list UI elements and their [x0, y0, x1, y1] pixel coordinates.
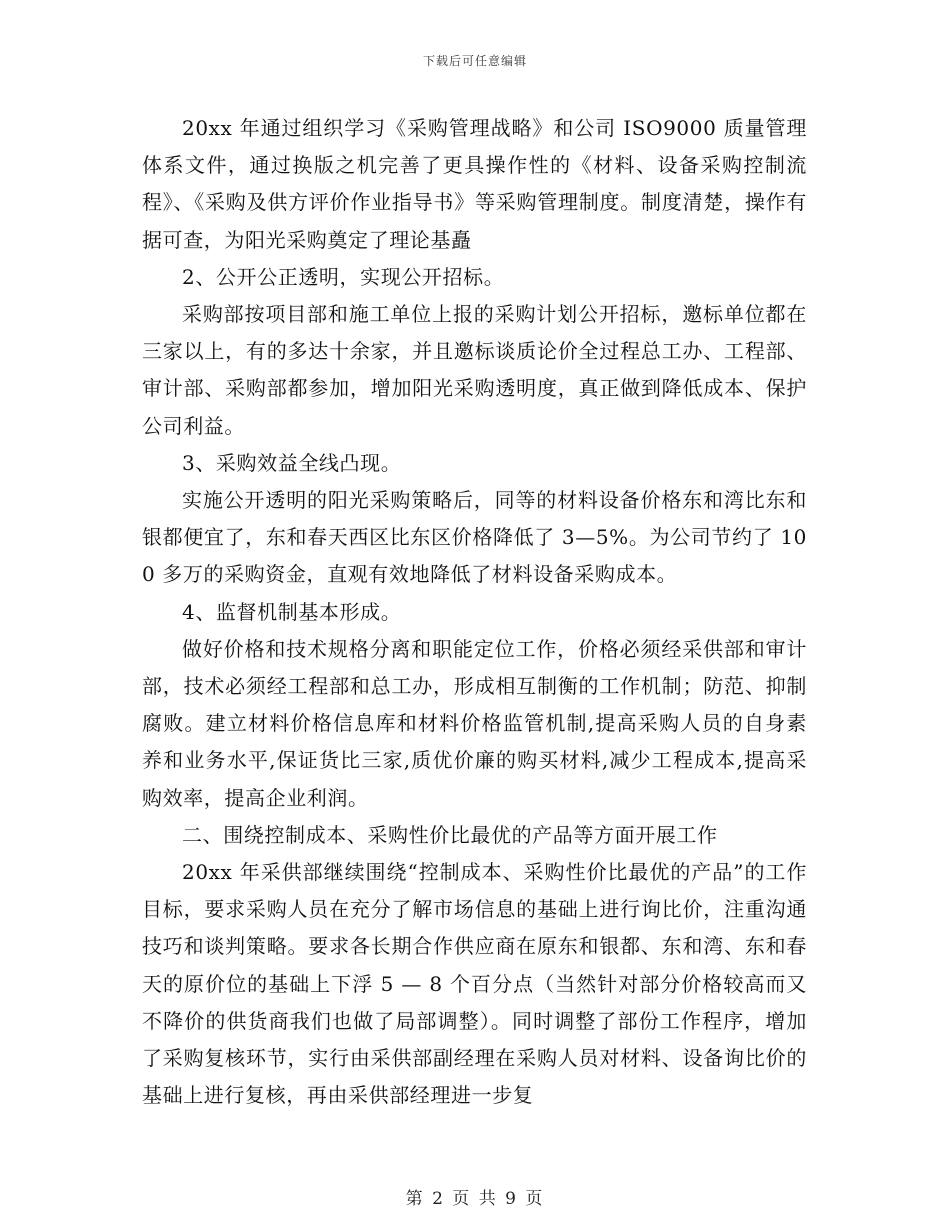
- section-heading-3: 3、采购效益全线凸现。: [182, 450, 402, 475]
- paragraph-1: 20xx 年通过组织学习《采购管理战略》和公司 ISO9000 质量管理体系文件，通过换版之机完善了更具操作性的《材料、设备采购控制流程》、《采购及供方评价作业指导书》等采购管理制度。制度清楚，操作有据可查，为阳光采购奠定了理论基矗: [142, 116, 807, 252]
- section-heading-2: 2、公开公正透明，实现公开招标。: [182, 264, 505, 289]
- paragraph-2: 采购部按项目部和施工单位上报的采购计划公开招标，邀标单位都在三家以上，有的多达十余家，并且邀标谈质论价全过程总工办、工程部、审计部、采购部都参加，增加阳光采购透明度，真正做到降低成本、保护公司利益。: [142, 302, 807, 438]
- section-heading-4: 4、监督机制基本形成。: [182, 599, 402, 624]
- document-body: [142, 110, 807, 1114]
- page-header: 下载后可任意编辑: [422, 54, 527, 68]
- page-footer: 第 2 页 共 9 页: [405, 1189, 545, 1209]
- paragraph-4: 做好价格和技术规格分离和职能定位工作，价格必须经采供部和审计部，技术必须经工程部和总工办，形成相互制衡的工作机制；防范、抑制腐败。建立材料价格信息库和材料价格监管机制,提高采购人员的自身素养和业务水平,保证货比三家,质优价廉的购买材料,减少工程成本,提高采购效率，提高企业利润。: [142, 636, 807, 810]
- paragraph-5: 20xx 年采供部继续围绕“控制成本、采购性价比最优的产品”的工作目标，要求采购人员在充分了解市场信息的基础上进行询比价，注重沟通技巧和谈判策略。要求各长期合作供应商在原东和银都、东和湾、东和春天的原价位的基础上下浮 5 — 8 个百分点（当然针对部分价格较高而又不降价的供货商我们也做了局部调整）。同时调整了部份工作程序，增加了采购复核环节，实行由采供部副经理在采购人员对材料、设备询比价的基础上进行复核，再由采供部经理进一步复: [142, 860, 807, 1108]
- paragraph-3: 实施公开透明的阳光采购策略后，同等的材料设备价格东和湾比东和银都便宜了，东和春天西区比东区价格降低了 3—5%。为公司节约了 100 多万的采购资金，直观有效地降低了材料设备采购成本。: [142, 488, 807, 587]
- section-heading-ii: 二、围绕控制成本、采购性价比最优的产品等方面开展工作: [182, 822, 718, 847]
